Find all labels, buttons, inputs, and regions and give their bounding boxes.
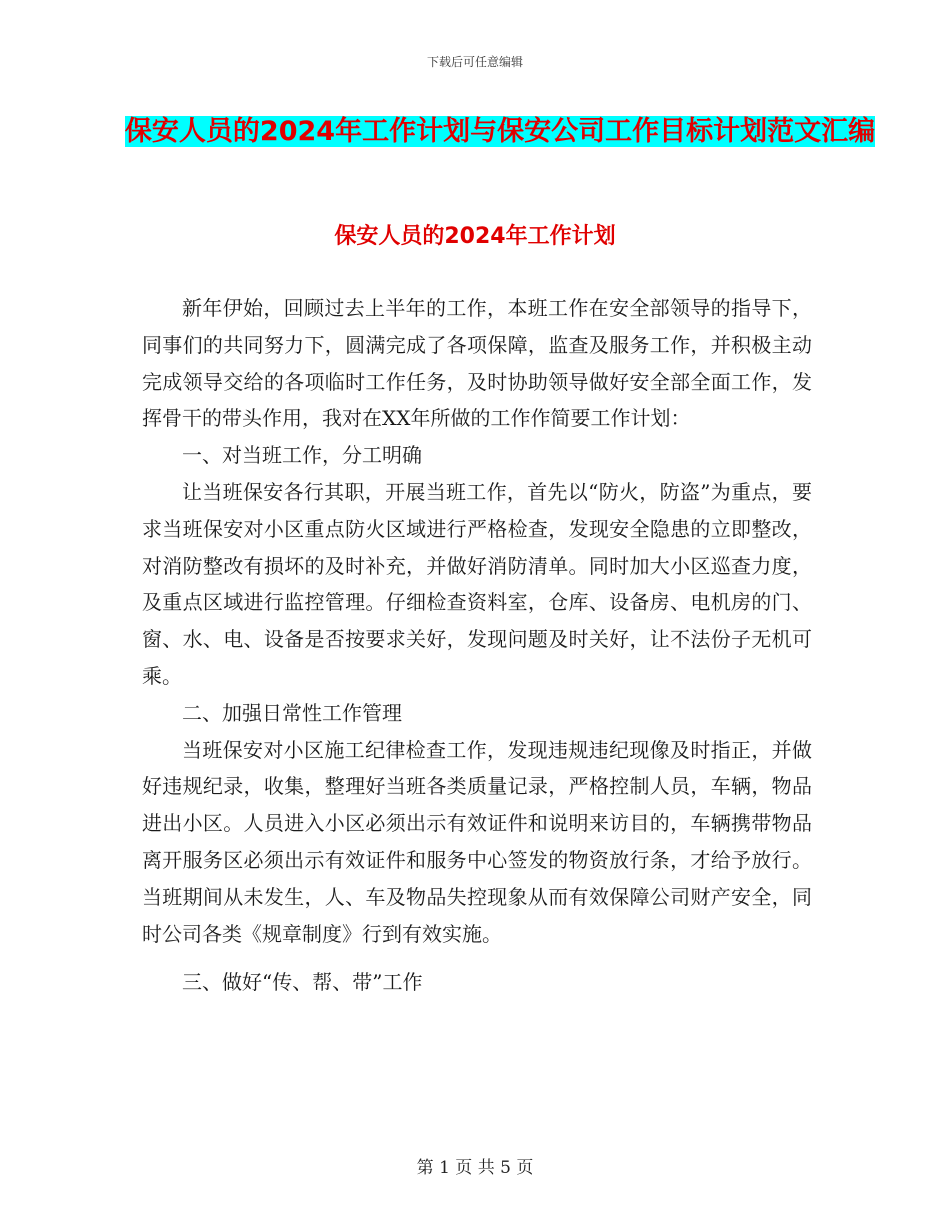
page-indicator: 第 1 页 共 5 页	[416, 1158, 534, 1178]
section-title: 保安人员的2024年工作计划	[334, 224, 616, 249]
heading-mentoring: 三、做好“传、帮、带”工作	[182, 970, 423, 995]
paragraph-duty-division: 让当班保安各行其职，开展当班工作，首先以“防火，防盗”为重点，要求当班保安对小区重点防火区域进行严格检查，发现安全隐患的立即整改，对消防整改有损坏的及时补充，并做好消防清单。同时加大小区巡查力度，及重点区域进行监控管理。仔细检查资料室，仓库、设备房、电机房的门、窗、水、电、设备是否按要求关好，发现问题及时关好，让不法份子无机可乘。	[142, 479, 812, 688]
document-title-text: 保安人员的2024年工作计划与保安公司工作目标计划范文汇编	[124, 116, 876, 147]
header-note: 下载后可任意编辑	[426, 55, 523, 69]
paragraph-daily-management: 当班保安对小区施工纪律检查工作，发现违规违纪现像及时指正，并做好违规纪录，收集，整理好当班各类质量记录，严格控制人员，车辆，物品进出小区。人员进入小区必须出示有效证件和说明来访目的，车辆携带物品离开服务区必须出示有效证件和服务中心签发的物资放行条，才给予放行。当班期间从未发生，人、车及物品失控现象从而有效保障公司财产安全，同时公司各类《规章制度》行到有效实施。	[142, 737, 812, 946]
document-title	[120, 110, 880, 153]
heading-daily-management: 二、加强日常性工作管理	[182, 700, 402, 725]
paragraph-intro: 新年伊始，回顾过去上半年的工作，本班工作在安全部领导的指导下，同事们的共同努力下，圆满完成了各项保障，监查及服务工作，并积极主动完成领导交给的各项临时工作任务，及时协助领导做好安全部全面工作，发挥骨干的带头作用，我对在XX年所做的工作作简要工作计划：	[142, 296, 812, 431]
heading-duty-division: 一、对当班工作，分工明确	[182, 443, 422, 468]
document-body	[142, 290, 812, 1001]
